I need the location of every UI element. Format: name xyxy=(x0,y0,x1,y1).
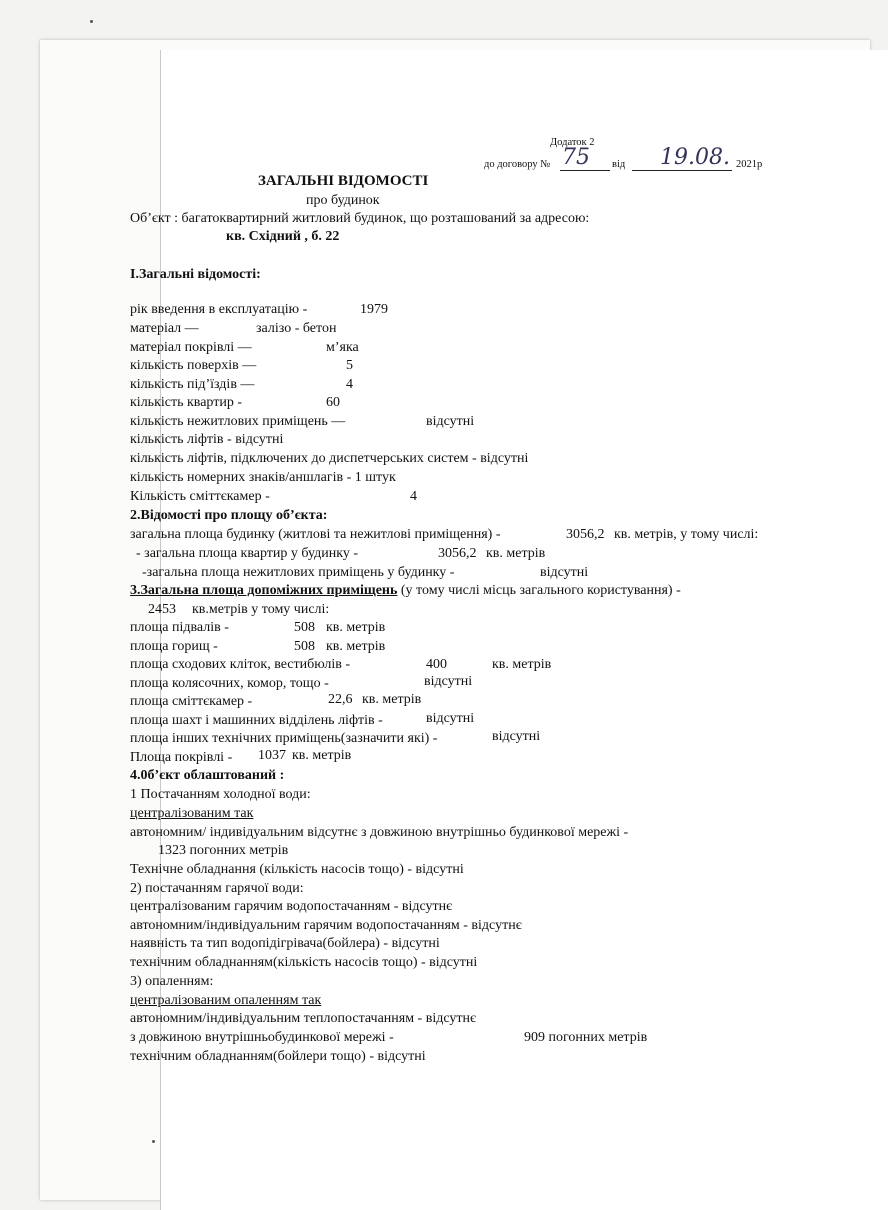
shafts-label: площа шахт і машинних відділень ліфтів - xyxy=(130,713,383,728)
total-area-unit: кв. метрів, у тому числі: xyxy=(614,527,759,542)
attics-value: 508 xyxy=(294,639,315,654)
cold-water-equipment: Технічне обладнання (кількість насосів тощо) - відсутні xyxy=(130,862,464,877)
row-label: матеріал покрівлі — xyxy=(130,340,252,355)
hot-water-heading: 2) постачанням гарячої води: xyxy=(130,881,304,896)
cold-water-autonomous: автономним/ індивідуальним відсутнє з довжиною внутрішньо будинкової мережі - xyxy=(130,825,629,840)
basements-value: 508 xyxy=(294,620,315,635)
roof-unit: кв. метрів xyxy=(292,748,352,763)
row-value: м’яка xyxy=(326,340,359,355)
page-subtitle: про будинок xyxy=(306,193,380,208)
hot-water-boiler: наявність та тип водопідігрівача(бойлера) - відсутні xyxy=(130,936,440,951)
scan-speck xyxy=(90,20,93,23)
contract-number: 75 xyxy=(562,145,590,170)
aux-total-value: 2453 xyxy=(148,602,176,617)
total-area-value: 3056,2 xyxy=(566,527,605,542)
date-line xyxy=(632,170,732,171)
aux-total-unit: кв.метрів у тому числі: xyxy=(192,602,330,617)
stairs-label: площа сходових кліток, вестибюлів - xyxy=(130,657,351,672)
hot-water-central: централізованим гарячим водопостачанням - відсутнє xyxy=(130,899,453,914)
cold-water-central: централізованим так xyxy=(130,806,254,821)
section4-heading: 4.0б’єкт облаштований : xyxy=(130,768,285,783)
garbage-value: 22,6 xyxy=(328,692,353,707)
section2-heading: 2.Відомості про площу об’єкта: xyxy=(130,508,328,523)
apartments-area-label: - загальна площа квартир у будинку - xyxy=(136,546,358,561)
row-value: 1979 xyxy=(360,302,388,317)
basements-label: площа підвалів - xyxy=(130,620,229,635)
total-area-label: загальна площа будинку (житлові та нежитлові приміщення) - xyxy=(130,527,501,542)
row-label: кількість під’їздів — xyxy=(130,377,255,392)
nonres-area-label: -загальна площа нежитлових приміщень у будинку - xyxy=(142,565,455,580)
row-value: 5 xyxy=(346,358,353,373)
row-value: залізо - бетон xyxy=(256,321,337,336)
date-prefix: від xyxy=(612,159,626,170)
strollers-value: відсутні xyxy=(424,674,473,689)
row-label: кількість ліфтів, підключених до диспетчерських систем - відсутні xyxy=(130,451,529,466)
row-value: 4 xyxy=(346,377,353,392)
heating-central: централізованим опаленням так xyxy=(130,993,322,1008)
section3-heading: 3.Загальна площа допоміжних приміщень xyxy=(130,583,398,598)
row-label: Кількість сміттєкамер - xyxy=(130,489,270,504)
section3-heading-tail: (у тому числі місць загального користування) - xyxy=(400,583,681,598)
other-tech-value: відсутні xyxy=(492,729,541,744)
row-label: кількість нежитлових приміщень — xyxy=(130,414,346,429)
heating-autonomous: автономним/індивідуальним теплопостачанням - відсутнє xyxy=(130,1011,476,1026)
row-value: відсутні xyxy=(426,414,475,429)
cold-water-length: 1323 погонних метрів xyxy=(158,843,289,858)
section1-heading: І.Загальні відомості: xyxy=(130,267,261,282)
shafts-value: відсутні xyxy=(426,711,475,726)
contract-year: 2021р xyxy=(736,159,763,170)
date-value: 19.08. xyxy=(660,145,730,170)
stairs-unit: кв. метрів xyxy=(492,657,552,672)
heating-length-value: 909 погонних метрів xyxy=(524,1030,648,1045)
contract-prefix: до договору № xyxy=(484,159,551,170)
garbage-label: площа сміттєкамер - xyxy=(130,694,253,709)
apartments-area-value: 3056,2 xyxy=(438,546,477,561)
hot-water-equipment: технічним обладнанням(кількість насосів тощо) - відсутні xyxy=(130,955,478,970)
row-label: кількість квартир - xyxy=(130,395,242,410)
page-title: ЗАГАЛЬНІ ВІДОМОСТІ xyxy=(258,173,429,189)
strollers-label: площа колясочних, комор, тощо - xyxy=(130,676,329,691)
scan-speck xyxy=(152,1140,155,1143)
garbage-unit: кв. метрів xyxy=(362,692,422,707)
object-line: Об’єкт : багатоквартирний житловий будинок, що розташований за адресою: xyxy=(130,211,590,226)
attics-unit: кв. метрів xyxy=(326,639,386,654)
heating-equipment: технічним обладнанням(бойлери тощо) - відсутні xyxy=(130,1049,426,1064)
row-label: матеріал — xyxy=(130,321,199,336)
other-tech-label: площа інших технічних приміщень(зазначити які) - xyxy=(130,731,438,746)
attics-label: площа горищ - xyxy=(130,639,218,654)
row-label: кількість ліфтів - відсутні xyxy=(130,432,284,447)
heating-heading: 3) опаленням: xyxy=(130,974,214,989)
appendix-label: Додаток 2 xyxy=(550,137,595,148)
row-label: кількість номерних знаків/аншлагів - 1 штук xyxy=(130,470,396,485)
apartments-area-unit: кв. метрів xyxy=(486,546,546,561)
basements-unit: кв. метрів xyxy=(326,620,386,635)
row-label: рік введення в експлуатацію - xyxy=(130,302,308,317)
roof-value: 1037 xyxy=(258,748,286,763)
address: кв. Східний , б. 22 xyxy=(226,229,340,244)
row-label: кількість поверхів — xyxy=(130,358,257,373)
hot-water-autonomous: автономним/індивідуальним гарячим водопостачанням - відсутнє xyxy=(130,918,522,933)
stairs-value: 400 xyxy=(426,657,447,672)
cold-water-heading: 1 Постачанням холодної води: xyxy=(130,787,311,802)
contract-number-line xyxy=(560,170,610,171)
heating-length-label: з довжиною внутрішньобудинкової мережі - xyxy=(130,1030,394,1045)
row-value: 60 xyxy=(326,395,340,410)
row-value: 4 xyxy=(410,489,417,504)
roof-label: Площа покрівлі - xyxy=(130,750,233,765)
section3-heading-line xyxy=(130,582,681,600)
nonres-area-value: відсутні xyxy=(540,565,589,580)
